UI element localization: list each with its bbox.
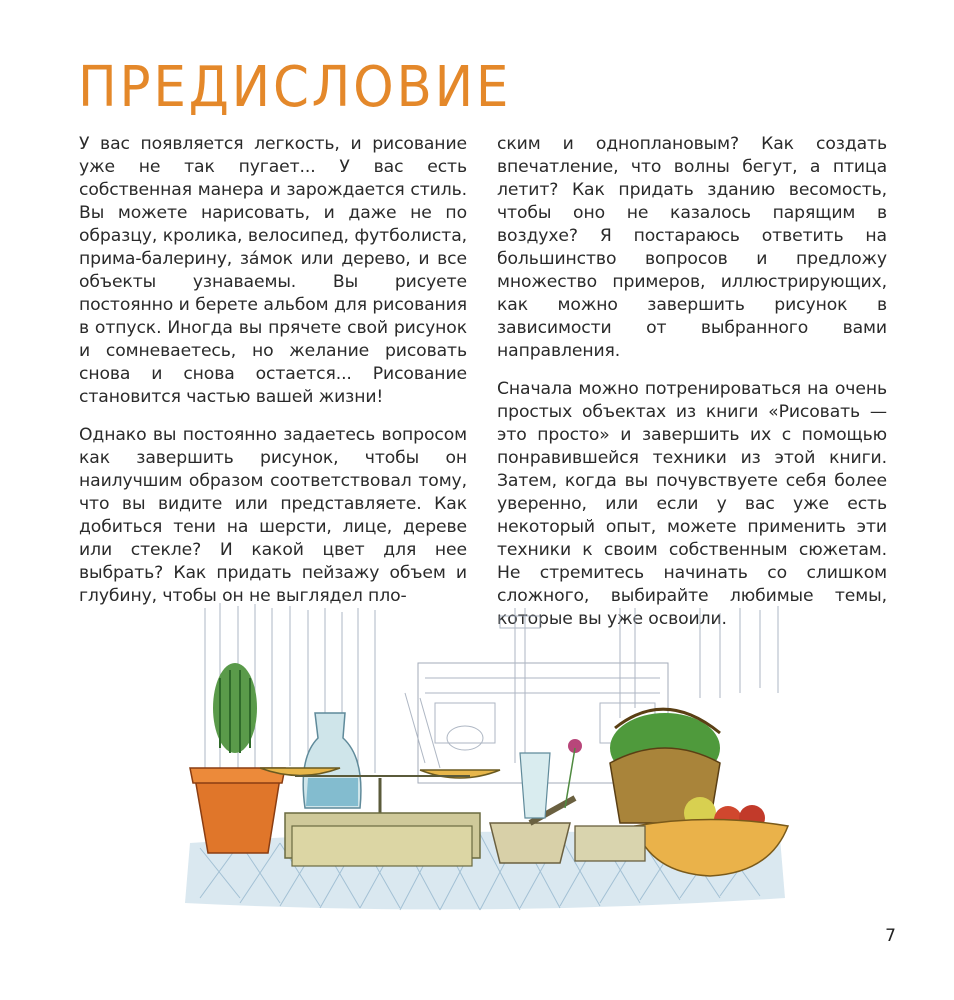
right-column bbox=[497, 133, 887, 646]
page-number: 7 bbox=[885, 926, 896, 946]
left-column bbox=[79, 133, 467, 623]
still-life-illustration bbox=[180, 598, 790, 916]
page-title: ПРЕДИСЛОВИЕ bbox=[78, 55, 512, 120]
paragraph-4: Сначала можно потренироваться на очень простых объектах из книги «Рисовать — это просто» и завершить их с помощью понравившейся техники из этой книги. Затем, когда вы почувствуете себя более уверенно, или если у вас уже есть некоторый опыт, можете применить эти техники к своим собственным сюжетам. Не стремитесь начинать со слишком сложного, выбирайте любимые темы, которые вы уже освоили. bbox=[497, 379, 887, 629]
paragraph-3: ским и одноплановым? Как создать впечатление, что волны бегут, а птица летит? Как придать зданию весомость, чтобы оно не казалось парящим в воздухе? Я постараюсь ответить на большинство вопросов и предложу множество примеров, иллюстрирующих, как можно завершить рисунок в зависимости от выбранного вами направления. bbox=[497, 134, 887, 361]
carafe bbox=[303, 713, 361, 808]
flower-glass bbox=[520, 739, 582, 818]
small-box bbox=[575, 826, 645, 861]
paragraph-1: У вас появляется легкость, и рисование уже не так пугает... У вас есть собственная манера и зарождается стиль. Вы можете нарисовать, и даже не по образцу, кролика, велосипед, футболиста, прима-балерину, за́мок или дерево, и все объекты узнаваемы. Вы рисуете постоянно и берете альбом для рисования в отпуск. Иногда вы прячете свой рисунок и сомневаетесь, но желание рисовать снова и снова остается... Рисование становится частью вашей жизни! bbox=[79, 134, 467, 407]
paragraph-2: Однако вы постоянно задаетесь вопросом как завершить рисунок, чтобы он наилучшим образом соответствовал тому, что вы видите или представляете. Как добиться тени на шерсти, лице, дереве или стекле? И какой цвет для нее выбрать? Как придать пейзажу объем и глубину, чтобы он не выглядел пло- bbox=[79, 425, 467, 606]
